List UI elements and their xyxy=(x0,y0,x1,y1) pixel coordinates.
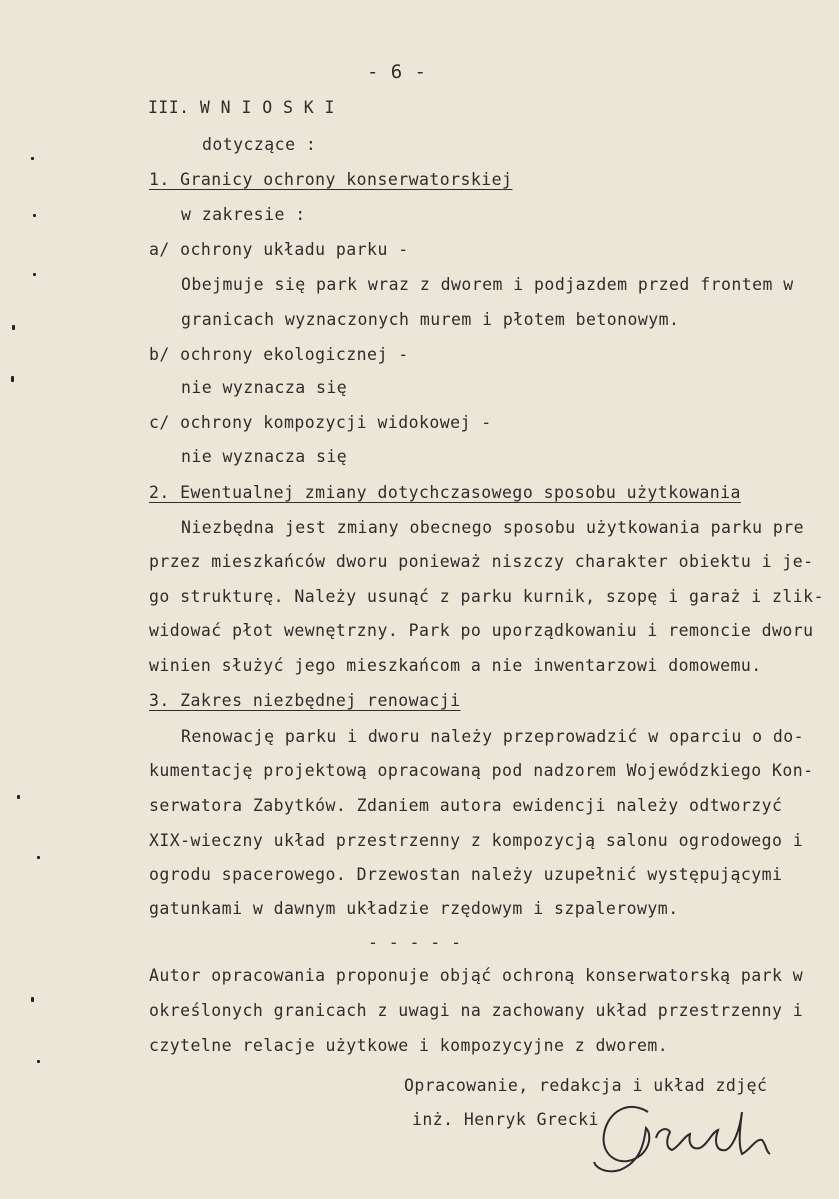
section3-title: 3. Zakres niezbędnej renowacji xyxy=(149,691,461,710)
section3-line: gatunkami w dawnym układzie rzędowym i szpalerowym. xyxy=(149,899,679,918)
section3-line: serwatora Zabytków. Zdaniem autora ewidencji należy odtworzyć xyxy=(149,796,783,815)
margin-mark xyxy=(12,325,15,330)
item-b-label: b/ ochrony ekologicznej - xyxy=(149,345,409,364)
separator: - - - - - xyxy=(368,933,462,952)
margin-mark xyxy=(31,997,34,1002)
section2-line: widować płot wewnętrzny. Park po uporządkowaniu i remoncie dworu xyxy=(149,621,814,640)
section3-line: Renowację parku i dworu należy przeprowadzić w oparciu o do- xyxy=(181,727,805,746)
section2-line: winien służyć jego mieszkańcom a nie inwentarzowi domowemu. xyxy=(149,656,762,675)
section3-line: XIX-wieczny układ przestrzenny z kompozycją salonu ogrodowego i xyxy=(149,831,804,850)
section1-scope: w zakresie : xyxy=(181,205,306,224)
item-a-label: a/ ochrony układu parku - xyxy=(149,240,409,259)
section2-title: 2. Ewentualnej zmiany dotychczasowego sposobu użytkowania xyxy=(149,483,741,502)
section1-title: 1. Granicy ochrony konserwatorskiej xyxy=(149,170,513,189)
item-a-text-line: Obejmuje się park wraz z dworem i podjazdem przed frontem w xyxy=(181,275,794,294)
heading-subtitle: dotyczące : xyxy=(202,135,317,154)
margin-mark xyxy=(31,157,34,160)
margin-mark xyxy=(37,1060,40,1063)
item-b-text: nie wyznacza się xyxy=(181,378,348,397)
margin-mark xyxy=(17,795,20,799)
margin-mark xyxy=(33,214,36,217)
conclusion-line: Autor opracowania proponuje objąć ochroną konserwatorską park w xyxy=(149,966,804,985)
page-number: - 6 - xyxy=(367,61,427,83)
item-c-label: c/ ochrony kompozycji widokowej - xyxy=(149,413,492,432)
section2-line: go strukturę. Należy usunąć z parku kurnik, szopę i garaż i zlik- xyxy=(149,587,824,606)
section3-line: ogrodu spacerowego. Drzewostan należy uzupełnić występującymi xyxy=(149,865,783,884)
section2-line: przez mieszkańców dworu ponieważ niszczy charakter obiektu i je- xyxy=(149,552,814,571)
section2-line: Niezbędna jest zmiany obecnego sposobu użytkowania parku pre xyxy=(181,518,805,537)
credits-author: inż. Henryk Grecki xyxy=(412,1110,599,1129)
margin-mark xyxy=(33,273,36,276)
item-c-text: nie wyznacza się xyxy=(181,447,348,466)
item-a-text-line: granicach wyznaczonych murem i płotem betonowym. xyxy=(181,310,680,329)
conclusion-line: określonych granicach z uwagi na zachowany układ przestrzenny i xyxy=(149,1001,804,1020)
section3-line: kumentację projektową opracowaną pod nadzorem Wojewódzkiego Kon- xyxy=(149,761,814,780)
margin-mark xyxy=(37,856,40,859)
conclusion-line: czytelne relacje użytkowe i kompozycyjne z dworem. xyxy=(149,1036,669,1055)
section-heading: III. W N I O S K I xyxy=(148,98,335,117)
signature-icon xyxy=(590,1092,790,1177)
credits-line: Opracowanie, redakcja i układ zdjęć xyxy=(404,1076,768,1095)
margin-mark xyxy=(11,376,14,382)
